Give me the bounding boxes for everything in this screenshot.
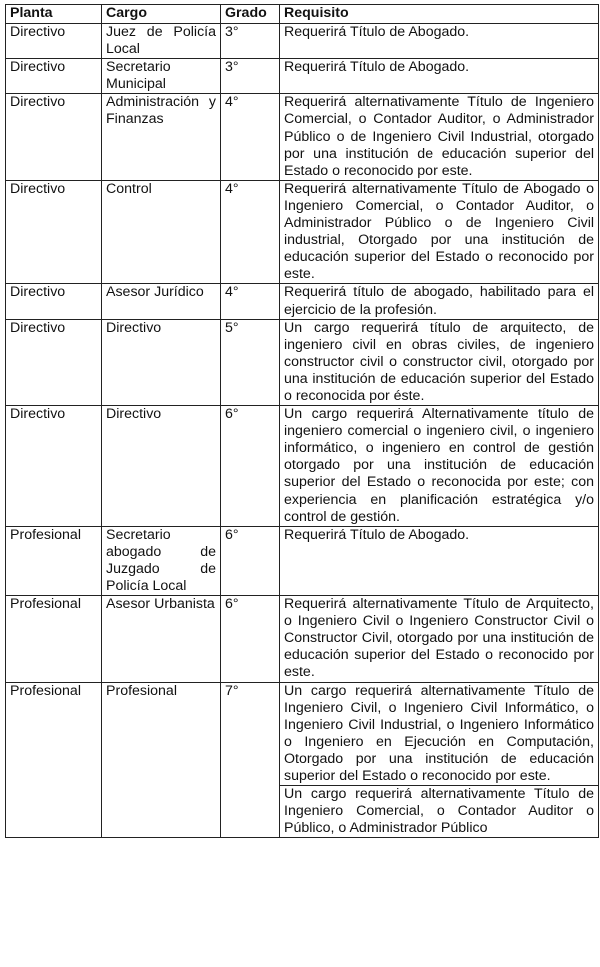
planta-cell: Directivo <box>6 59 102 94</box>
table-row <box>6 24 599 59</box>
planta-cell: Directivo <box>6 406 102 527</box>
table-header-row <box>6 5 599 24</box>
grado-cell: 3° <box>221 59 280 94</box>
planta-cell: Directivo <box>6 180 102 284</box>
grado-cell: 6° <box>221 596 280 682</box>
requisito-cell: Un cargo requerirá título de arquitecto, de ingeniero civil en obras civiles, de ingeniero constructor civil o constructor civil, otorgado por una institución de educación superior del Estado o reconocida por éste. <box>280 319 599 405</box>
table-row <box>6 94 599 180</box>
grado-cell: 5° <box>221 319 280 405</box>
cargo-cell: Juez de Policía Local <box>102 24 221 59</box>
document-page <box>5 4 598 838</box>
grado-cell: 7° <box>221 682 280 838</box>
header-grado: Grado <box>221 5 280 24</box>
cargo-cell: Control <box>102 180 221 284</box>
grado-cell: 4° <box>221 180 280 284</box>
table-row <box>6 682 599 786</box>
requisito-extra-cell: Un cargo requerirá alternativamente Título de Ingeniero Comercial, o Contador Auditor o Público, o Administrador Público <box>280 786 599 838</box>
table-row <box>6 319 599 405</box>
planta-cell: Profesional <box>6 526 102 595</box>
header-cargo: Cargo <box>102 5 221 24</box>
cargo-cell: Directivo <box>102 319 221 405</box>
requisito-cell: Requerirá Título de Abogado. <box>280 24 599 59</box>
cargo-cell: Secretario Municipal <box>102 59 221 94</box>
grado-cell: 6° <box>221 526 280 595</box>
grado-cell: 3° <box>221 24 280 59</box>
cargo-cell: Secretario abogado de Juzgado de Policía Local <box>102 526 221 595</box>
cargo-cell: Asesor Jurídico <box>102 284 221 319</box>
grado-cell: 4° <box>221 94 280 180</box>
table-row <box>6 180 599 284</box>
requisito-cell: Un cargo requerirá alternativamente Título de Ingeniero Civil, o Ingeniero Civil Informático, o Ingeniero Civil Industrial, o Ingeniero Informático o Ingeniero en Ejecución en Computación, Otorgado por una institución de educación superior del Estado o reconocido por este. <box>280 682 599 786</box>
cargo-cell: Administración y Finanzas <box>102 94 221 180</box>
planta-cell: Directivo <box>6 319 102 405</box>
table-row <box>6 284 599 319</box>
cargo-cell: Asesor Urbanista <box>102 596 221 682</box>
table-row <box>6 406 599 527</box>
planta-cell: Directivo <box>6 284 102 319</box>
requisito-cell: Requerirá Título de Abogado. <box>280 59 599 94</box>
requirements-table <box>5 4 599 838</box>
planta-cell: Directivo <box>6 24 102 59</box>
requisito-cell: Requerirá alternativamente Título de Ingeniero Comercial, o Contador Auditor, o Administrador Público o de Ingeniero Civil Industrial, otorgado por una institución de educación superior del Estado o reconocido por este. <box>280 94 599 180</box>
requisito-cell: Un cargo requerirá Alternativamente título de ingeniero comercial o ingeniero civil, o ingeniero informático, o ingeniero en control de gestión otorgado por una institución de educación superior del Estado o reconocida por este; con experiencia en planificación estratégica y/o control de gestión. <box>280 406 599 527</box>
table-row <box>6 526 599 595</box>
grado-cell: 4° <box>221 284 280 319</box>
planta-cell: Profesional <box>6 596 102 682</box>
header-requisito: Requisito <box>280 5 599 24</box>
requisito-cell: Requerirá alternativamente Título de Abogado o Ingeniero Comercial, o Contador Auditor, o Administrador Público o de Ingeniero Civil industrial, Otorgado por una institución de educación superior del Estado o reconocido por este. <box>280 180 599 284</box>
requisito-cell: Requerirá Título de Abogado. <box>280 526 599 595</box>
table-row <box>6 59 599 94</box>
requisito-cell: Requerirá alternativamente Título de Arquitecto, o Ingeniero Civil o Ingeniero Constructor Civil o Constructor Civil, otorgado por una institución de educación superior del Estado o reconocido por este. <box>280 596 599 682</box>
requisito-cell: Requerirá título de abogado, habilitado para el ejercicio de la profesión. <box>280 284 599 319</box>
table-row <box>6 596 599 682</box>
cargo-cell: Profesional <box>102 682 221 838</box>
cargo-cell: Directivo <box>102 406 221 527</box>
header-planta: Planta <box>6 5 102 24</box>
grado-cell: 6° <box>221 406 280 527</box>
planta-cell: Directivo <box>6 94 102 180</box>
planta-cell: Profesional <box>6 682 102 838</box>
